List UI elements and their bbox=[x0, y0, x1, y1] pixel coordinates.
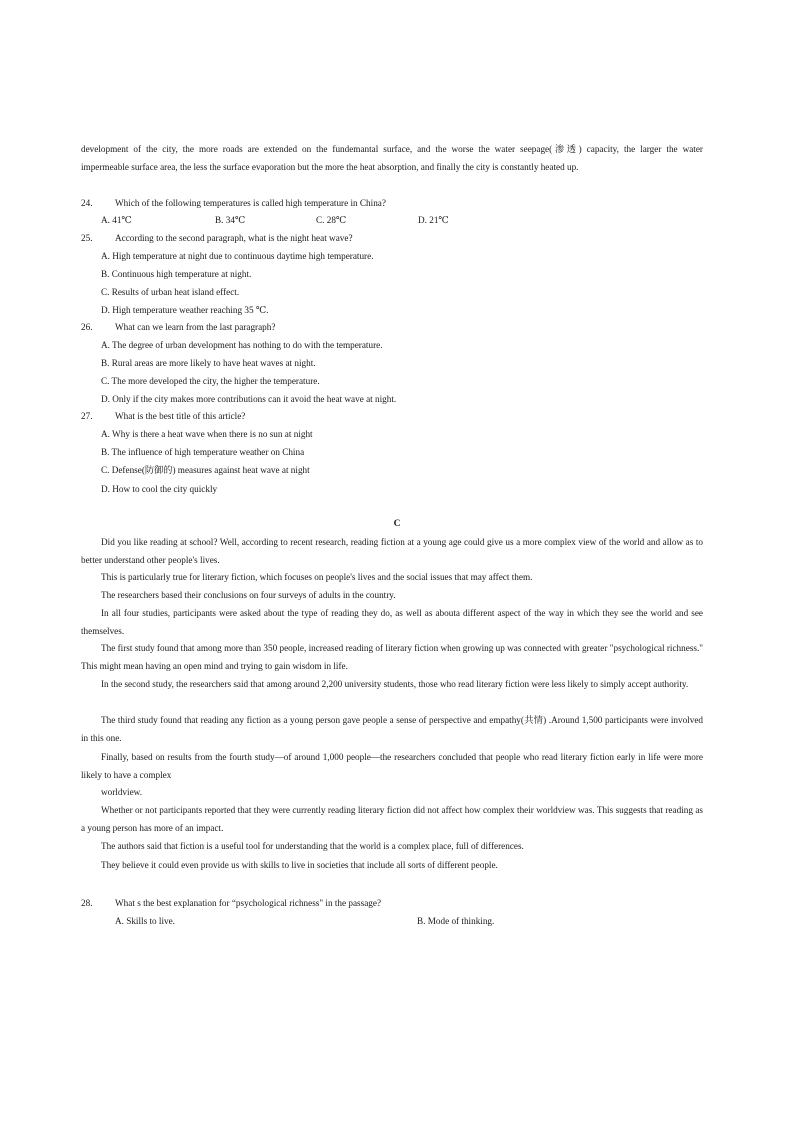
intro-line-2: impermeable surface area, the less the surface evaporation but the more the heat absorption, and finally the city is constantly heated up. bbox=[81, 161, 579, 172]
passage-paragraph: The first study found that among more than 350 people, increased reading of literary fiction when growing up was connected with greater "psychological richness." This might mean having an open mind and trying to gain wisdom in life. bbox=[81, 643, 703, 671]
question-text: What s the best explanation for “psychological richness" in the passage? bbox=[115, 898, 382, 908]
option-b: B. The influence of high temperature weather on China bbox=[101, 447, 305, 457]
question-number: 25. bbox=[81, 233, 93, 243]
question-text: Which of the following temperatures is called high temperature in China? bbox=[115, 198, 386, 208]
option-c: C. Defense(防御的) measures against heat wave at night bbox=[101, 465, 310, 475]
question-28 bbox=[81, 897, 381, 909]
passage-paragraph: The authors said that fiction is a useful tool for understanding that the world is a complex place, full of differences. bbox=[101, 841, 524, 851]
question-number: 24. bbox=[81, 198, 93, 208]
option-b: B. Mode of thinking. bbox=[417, 916, 495, 926]
passage-paragraph: The third study found that reading any fiction as a young person gave people a sense of perspective and empathy(共情) .Around 1,500 participants were involved in this one. bbox=[81, 715, 703, 743]
question-text: According to the second paragraph, what is the night heat wave? bbox=[115, 233, 353, 243]
question-27 bbox=[81, 410, 245, 422]
question-25 bbox=[81, 232, 353, 244]
option-d: D. How to cool the city quickly bbox=[101, 484, 218, 494]
passage-paragraph: They believe it could even provide us with skills to live in societies that include all sorts of different people. bbox=[101, 860, 498, 870]
section-heading: C bbox=[393, 519, 401, 529]
passage-b-continuation bbox=[81, 141, 703, 176]
passage-paragraph: Did you like reading at school? Well, according to recent research, reading fiction at a young age could give us a more complex view of the world and allow as to better understand other people's lives. bbox=[81, 537, 703, 565]
question-24 bbox=[81, 197, 386, 209]
passage-paragraph: Finally, based on results from the fourth study—of around 1,000 people—the researchers concluded that people who read literary fiction early in life were more likely to have a complex bbox=[81, 752, 703, 780]
question-number: 27. bbox=[81, 411, 93, 421]
passage-paragraph: In all four studies, participants were asked about the type of reading they do, as well as abouta different aspect of the way in which they see the world and see themselves. bbox=[81, 608, 703, 636]
option-c: C. Results of urban heat island effect. bbox=[101, 287, 240, 297]
option-b: B. Continuous high temperature at night. bbox=[101, 269, 252, 279]
option-d: D. Only if the city makes more contributions can it avoid the heat wave at night. bbox=[101, 394, 397, 404]
option-b: B. Rural areas are more likely to have heat waves at night. bbox=[101, 358, 316, 368]
option-a: A. Skills to live. bbox=[115, 916, 175, 926]
option-d: D. High temperature weather reaching 35 ℃. bbox=[101, 305, 269, 315]
question-26 bbox=[81, 321, 275, 333]
option-c: C. The more developed the city, the higher the temperature. bbox=[101, 376, 320, 386]
question-text: What is the best title of this article? bbox=[115, 411, 246, 421]
passage-paragraph: Whether or not participants reported that they were currently reading literary fiction did not affect how complex their worldview was. This suggests that reading as a young person has more of an impact. bbox=[81, 805, 703, 833]
option-d: D. 21℃ bbox=[418, 215, 449, 225]
intro-line-1: development of the city, the more roads are extended on the fundemantal surface, and the worse the water seepage(渗透) capacity, the larger the water bbox=[81, 144, 703, 154]
passage-paragraph: worldview. bbox=[101, 787, 142, 797]
question-28-options bbox=[115, 915, 494, 927]
option-a: A. The degree of urban development has nothing to do with the temperature. bbox=[101, 340, 383, 350]
option-c: C. 28℃ bbox=[316, 215, 347, 225]
question-24-options bbox=[101, 214, 449, 226]
question-text: What can we learn from the last paragraph? bbox=[115, 322, 276, 332]
question-number: 28. bbox=[81, 898, 93, 908]
option-a: A. Why is there a heat wave when there is no sun at night bbox=[101, 429, 313, 439]
option-b: B. 34℃ bbox=[215, 215, 246, 225]
option-a: A. 41℃ bbox=[101, 215, 132, 225]
question-number: 26. bbox=[81, 322, 93, 332]
option-a: A. High temperature at night due to continuous daytime high temperature. bbox=[101, 251, 374, 261]
passage-paragraph: The researchers based their conclusions on four surveys of adults in the country. bbox=[101, 590, 396, 600]
passage-paragraph: This is particularly true for literary fiction, which focuses on people's lives and the social issues that may affect them. bbox=[101, 572, 533, 582]
passage-paragraph: In the second study, the researchers said that among around 2,200 university students, those who read literary fiction were less likely to simply accept authority. bbox=[101, 679, 689, 689]
